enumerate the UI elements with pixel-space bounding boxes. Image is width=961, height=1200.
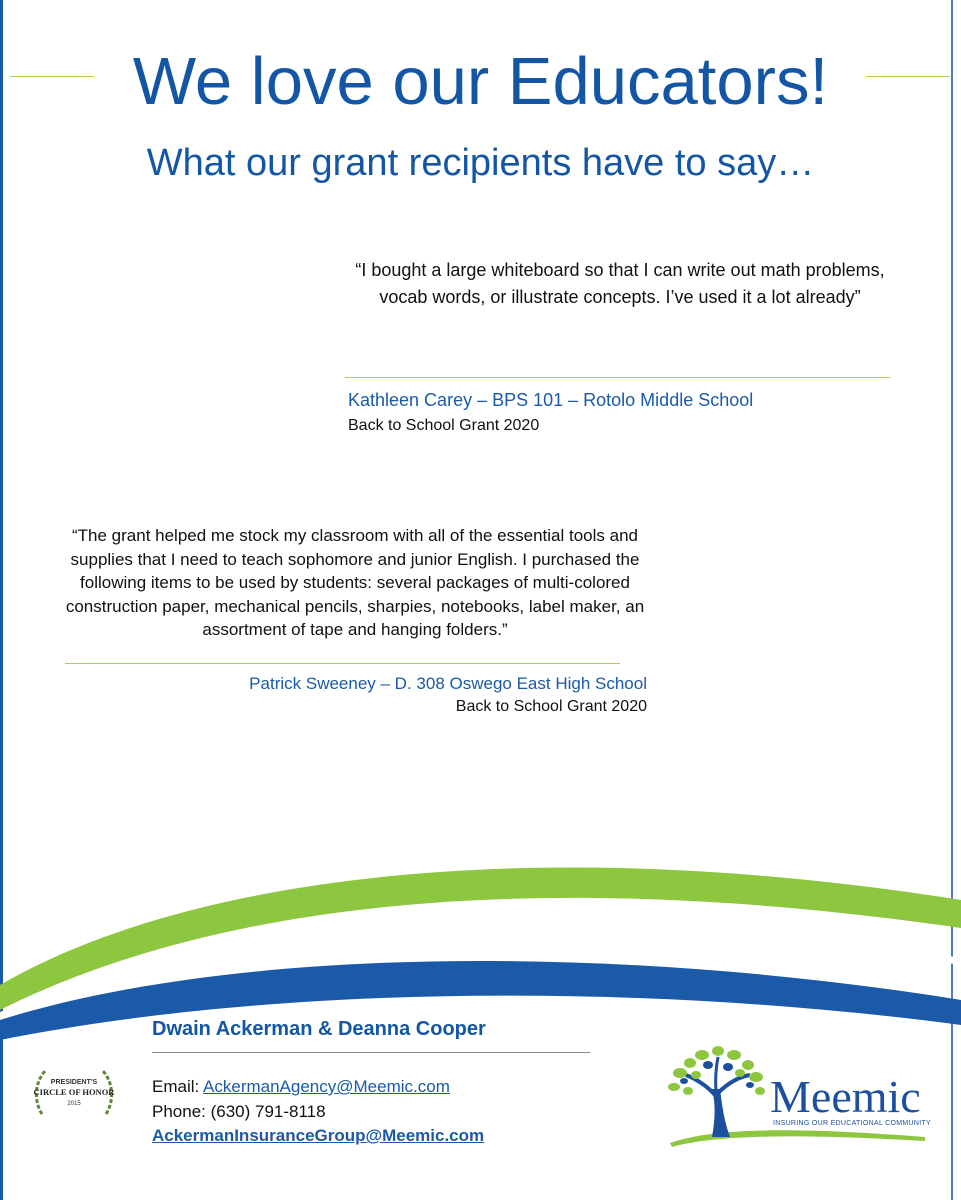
page-subtitle: What our grant recipients have to say… bbox=[146, 142, 815, 184]
testimonial-divider-1 bbox=[345, 377, 890, 378]
decorative-swoosh bbox=[0, 840, 961, 1040]
email-row bbox=[152, 1076, 450, 1098]
contact-divider bbox=[152, 1052, 590, 1053]
email-link[interactable]: AckermanAgency@Meemic.com bbox=[203, 1077, 450, 1096]
circle-of-honor-badge-icon bbox=[32, 1062, 116, 1128]
badge-year: 2015 bbox=[67, 1101, 81, 1107]
page-title: We love our Educators! bbox=[132, 44, 829, 119]
group-email-row bbox=[152, 1125, 484, 1147]
testimonial-quote-1: “I bought a large whiteboard so that I can write out math problems, vocab words, or illustrate concepts. I’ve used it a lot already” bbox=[355, 260, 885, 307]
meemic-wordmark: Meemic bbox=[770, 1071, 921, 1122]
testimonial-quote-2: “The grant helped me stock my classroom with all of the essential tools and supplies that I need to teach sophomore and junior English. I purchased the following items to be used by students: several packages of multi-colored construction paper, mechanical pencils, sharpies, notebooks, label maker, an assortment of tape and hanging folders.” bbox=[65, 526, 645, 639]
testimonial-divider-2 bbox=[65, 663, 620, 664]
testimonial-author-1: Kathleen Carey – BPS 101 – Rotolo Middle School bbox=[348, 390, 754, 410]
agent-names: Dwain Ackerman & Deanna Cooper bbox=[152, 1018, 486, 1040]
meemic-tagline: INSURING OUR EDUCATIONAL COMMUNITY bbox=[773, 1120, 931, 1127]
badge-line-2: CIRCLE OF HONOR bbox=[33, 1087, 115, 1097]
group-email-link[interactable]: AckermanInsuranceGroup@Meemic.com bbox=[152, 1126, 485, 1145]
testimonial-grant-1: Back to School Grant 2020 bbox=[348, 417, 540, 434]
email-label: Email: bbox=[152, 1077, 204, 1096]
badge-line-1: PRESIDENT'S bbox=[50, 1079, 98, 1086]
testimonial-grant-2: Back to School Grant 2020 bbox=[455, 698, 647, 715]
testimonial-author-2: Patrick Sweeney – D. 308 Oswego East High School bbox=[249, 674, 647, 693]
phone-number: Phone: (630) 791-8118 bbox=[152, 1102, 326, 1121]
